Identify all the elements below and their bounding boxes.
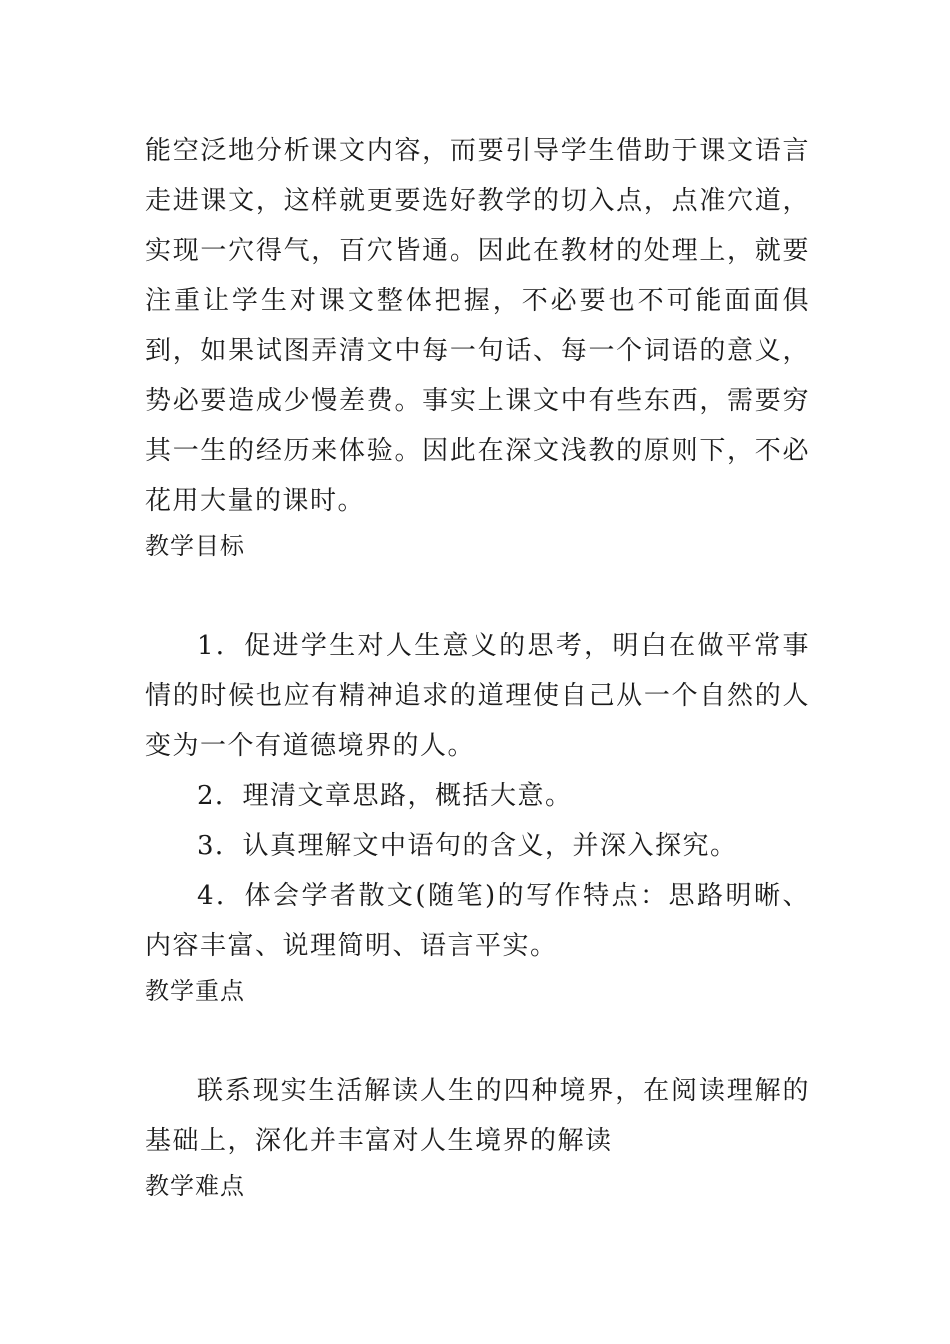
document-page xyxy=(145,126,810,1206)
objective-item-3: 3．认真理解文中语句的含义，并深入探究。 xyxy=(197,831,738,861)
objective-item-4: 4．体会学者散文(随笔)的写作特点：思路明晰、内容丰富、说理简明、语言平实。 xyxy=(145,881,810,961)
intro-paragraph: 能空泛地分析课文内容，而要引导学生借助于课文语言走进课文，这样就更要选好教学的切入点，点准穴道，实现一穴得气，百穴皆通。因此在教材的处理上，就要注重让学生对课文整体把握，不必要也不可能面面俱到，如果试图弄清文中每一句话、每一个词语的意义，势必要造成少慢差费。事实上课文中有些东西，需要穷其一生的经历来体验。因此在深文浅教的原则下，不必花用大量的课时。 xyxy=(145,136,810,516)
objective-item-2: 2．理清文章思路，概括大意。 xyxy=(197,781,573,811)
objective-item-1: 1．促进学生对人生意义的思考，明白在做平常事情的时候也应有精神追求的道理使自己从一个自然的人变为一个有道德境界的人。 xyxy=(145,631,810,761)
key-point-paragraph: 联系现实生活解读人生的四种境界，在阅读理解的基础上，深化并丰富对人生境界的解读 xyxy=(145,1076,810,1156)
spacer xyxy=(145,1011,810,1066)
section-heading-key-points: 教学重点 xyxy=(145,977,245,1005)
section-heading-objectives: 教学目标 xyxy=(145,532,245,560)
spacer xyxy=(145,566,810,621)
section-heading-difficulties: 教学难点 xyxy=(145,1172,245,1200)
